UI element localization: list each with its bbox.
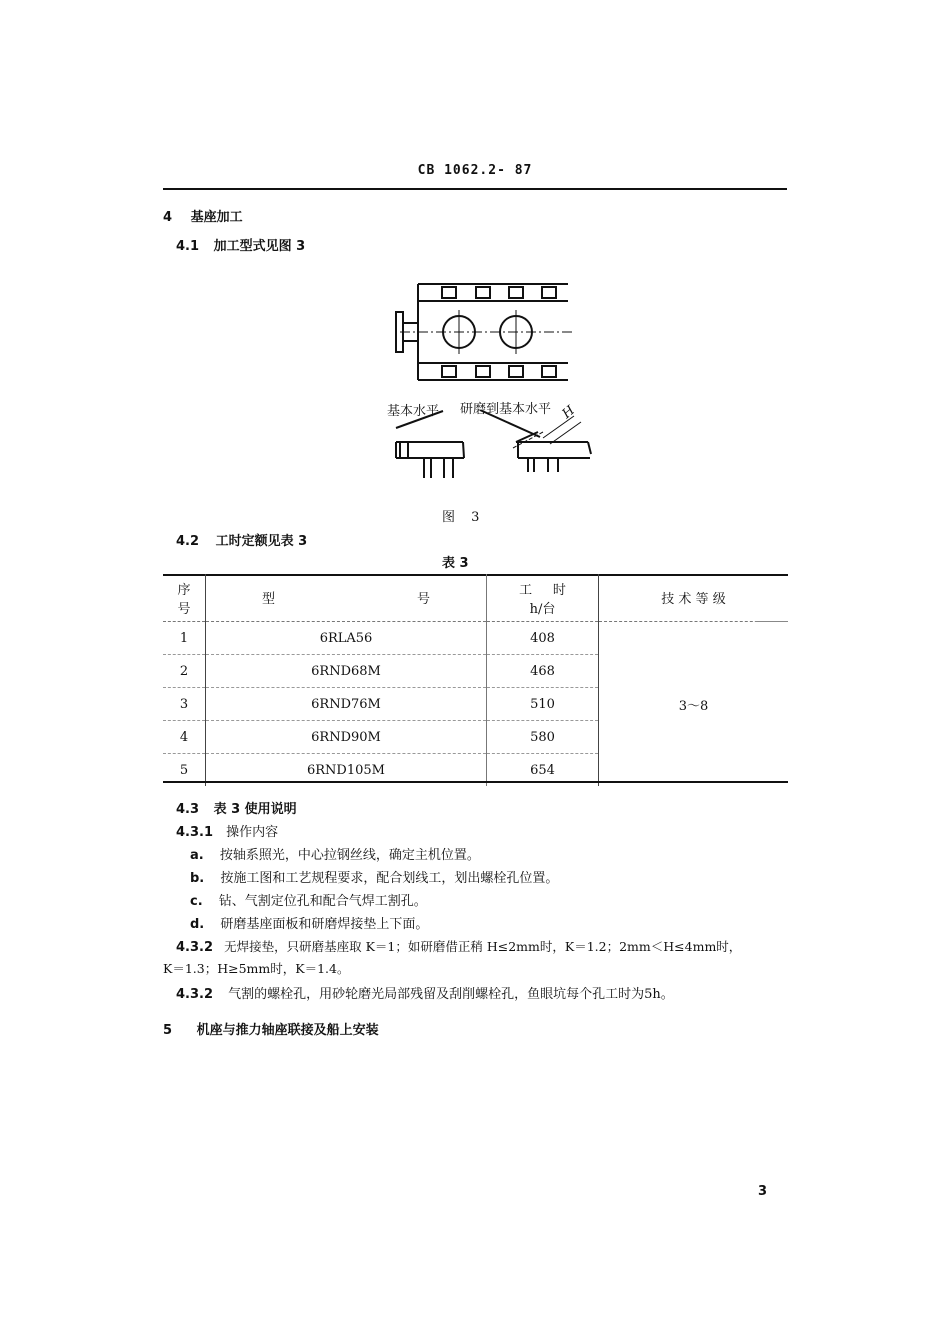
section-number: 5 [163, 1023, 173, 1038]
label-h: H [559, 403, 578, 422]
table-row [163, 622, 788, 655]
list-item: b. 按施工图和工艺规程要求，配合划线工，划出螺栓孔位置。 [190, 871, 559, 886]
grade-header-rule [755, 621, 788, 622]
list-item: d. 研磨基座面板和研磨焊接垫上下面。 [190, 917, 429, 932]
section-title: 操作内容 [226, 825, 279, 840]
cell-model: 6RND105M [206, 754, 487, 787]
table-header-row [163, 574, 788, 622]
list-item: c. 钻、气割定位孔和配合气焊工割孔。 [190, 894, 427, 909]
section-4-heading [163, 206, 243, 225]
section-4-1-heading [176, 235, 305, 254]
section-number: 4 [163, 210, 173, 225]
section-title: 机座与推力轴座联接及船上安装 [196, 1023, 379, 1038]
paragraph-4-3-2-a: 4.3.2 无焊接垫，只研磨基座取 K＝1；如研磨借正稍 H≤2mm时，K＝1.2；2mm＜H≤4mm时， [176, 939, 742, 955]
label-grind-to-level: 研磨到基本水平 [460, 402, 552, 417]
cell-no: 5 [163, 754, 206, 787]
header-man-hours: 工 时 h/台 [487, 574, 599, 622]
section-5-heading [163, 1019, 379, 1038]
table-bottom-rule [163, 781, 788, 783]
document-code: CB 1062.2- 87 [417, 163, 533, 178]
section-title: 工时定额见表 3 [215, 534, 308, 549]
cell-man-hours: 468 [487, 655, 599, 688]
label-basic-level: 基本水平 [387, 404, 440, 419]
section-4-3-heading [176, 798, 297, 817]
cell-model: 6RND68M [206, 655, 487, 688]
cell-man-hours: 580 [487, 721, 599, 754]
header-grade: 技 术 等 级 [599, 574, 789, 622]
cell-no: 1 [163, 622, 206, 655]
cell-model: 6RND90M [206, 721, 487, 754]
section-title: 表 3 使用说明 [213, 802, 297, 817]
section-title: 加工型式见图 3 [213, 239, 306, 254]
table-3 [163, 574, 788, 786]
section-title: 基座加工 [190, 210, 243, 225]
cell-man-hours: 654 [487, 754, 599, 787]
section-number: 4.1 [176, 239, 200, 254]
paragraph-4-3-2-b: 4.3.2 气割的螺栓孔，用砂轮磨光局部残留及刮削螺栓孔，鱼眼坑每个孔工时为5h。 [176, 987, 674, 1002]
figure-3-top-view [378, 276, 608, 386]
cell-grade: 3～8 [678, 698, 709, 714]
section-4-2-heading [176, 530, 307, 549]
header-model: 型 号 [206, 574, 487, 622]
header-no: 序 号 [163, 574, 206, 622]
cell-no: 3 [163, 688, 206, 721]
cell-man-hours: 408 [487, 622, 599, 655]
cell-man-hours: 510 [487, 688, 599, 721]
cell-model: 6RLA56 [206, 622, 487, 655]
page-number: 3 [758, 1184, 768, 1199]
cell-model: 6RND76M [206, 688, 487, 721]
section-number: 4.2 [176, 534, 200, 549]
cell-no: 2 [163, 655, 206, 688]
figure-3-side-views [378, 410, 608, 482]
figure-caption: 图 3 [442, 510, 486, 525]
section-number: 4.3 [176, 802, 200, 817]
header-rule [163, 188, 787, 190]
table-3-title: 表 3 [442, 556, 469, 571]
paragraph-4-3-2-a-cont: K＝1.3；H≥5mm时，K＝1.4。 [163, 961, 350, 976]
cell-no: 4 [163, 721, 206, 754]
section-4-3-1-heading [176, 821, 278, 840]
list-item: a. 按轴系照光，中心拉钢丝线，确定主机位置。 [190, 848, 480, 863]
section-number: 4.3.1 [176, 825, 214, 840]
